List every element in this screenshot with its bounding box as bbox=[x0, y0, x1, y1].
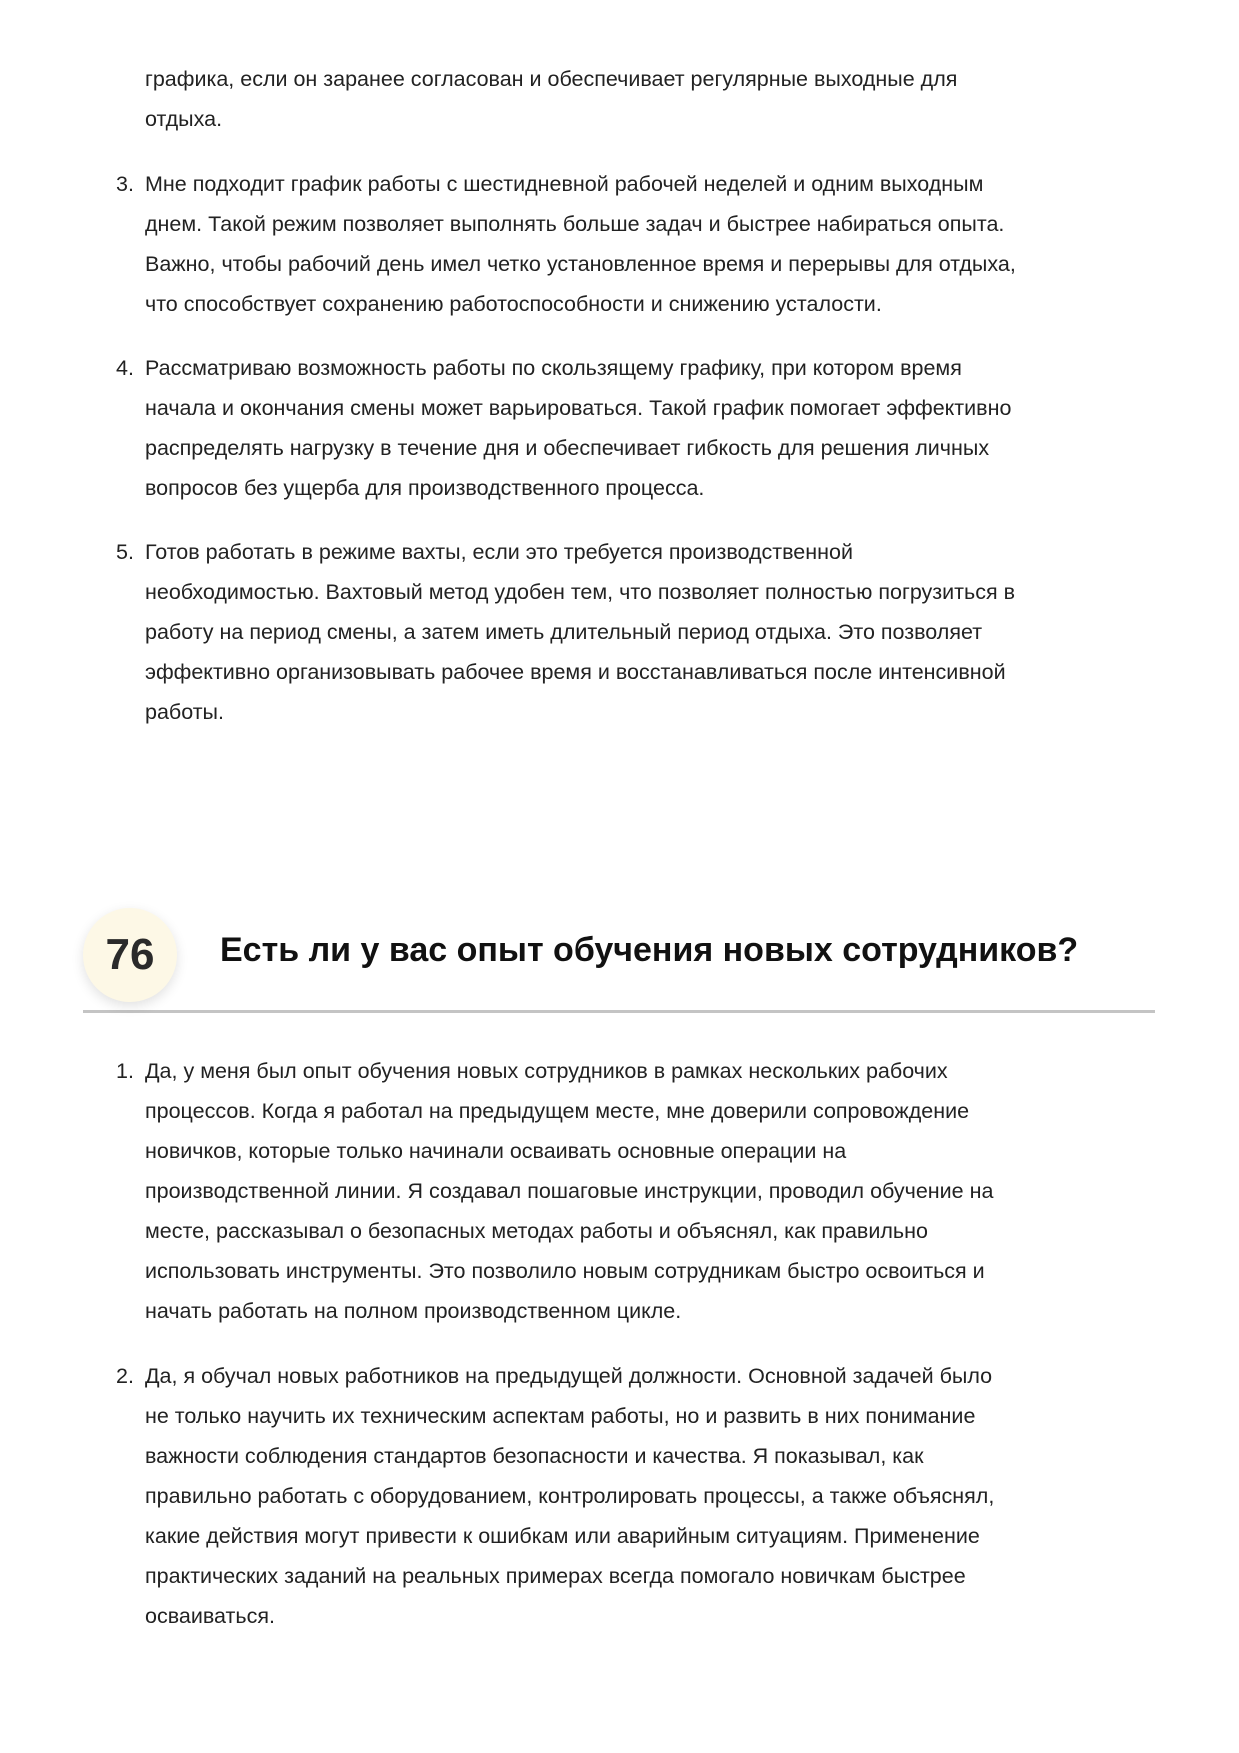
text-line: эффективно организовывать рабочее время и восстанавливаться после интенсивной bbox=[145, 660, 1006, 684]
text-line: вопросов без ущерба для производственного процесса. bbox=[145, 476, 705, 500]
list-item bbox=[116, 1051, 1185, 1331]
question-title: Есть ли у вас опыт обучения новых сотрудников? bbox=[220, 931, 1079, 969]
text-line: Важно, чтобы рабочий день имел четко установленное время и перерывы для отдыха, bbox=[145, 252, 1016, 276]
text-line: осваиваться. bbox=[145, 1604, 275, 1628]
list-number: 4. bbox=[116, 356, 134, 380]
text-line: Да, у меня был опыт обучения новых сотрудников в рамках нескольких рабочих bbox=[145, 1059, 948, 1083]
text-line: месте, рассказывал о безопасных методах работы и объяснял, как правильно bbox=[145, 1219, 928, 1243]
text-line: Готов работать в режиме вахты, если это требуется производственной bbox=[145, 540, 853, 564]
text-line: новичков, которые только начинали осваивать основные операции на bbox=[145, 1139, 847, 1163]
text-line: не только научить их техническим аспектам работы, но и развить в них понимание bbox=[145, 1404, 976, 1428]
text-line: правильно работать с оборудованием, контролировать процессы, а также объяснял, bbox=[145, 1484, 995, 1508]
text-line: днем. Такой режим позволяет выполнять больше задач и быстрее набираться опыта. bbox=[145, 212, 1005, 236]
question-header bbox=[83, 905, 1155, 1013]
list-number: 2. bbox=[116, 1364, 134, 1388]
text-line: Да, я обучал новых работников на предыдущей должности. Основной задачей было bbox=[145, 1364, 993, 1388]
text-line: распределять нагрузку в течение дня и обеспечивает гибкость для решения личных bbox=[145, 436, 990, 460]
text-line: графика, если он заранее согласован и обеспечивает регулярные выходные для bbox=[145, 67, 958, 91]
question-number-badge: 76 bbox=[83, 908, 177, 1002]
text-line: Рассматриваю возможность работы по скользящему графику, при котором время bbox=[145, 356, 962, 380]
text-line: использовать инструменты. Это позволило новым сотрудникам быстро освоиться и bbox=[145, 1259, 985, 1283]
text-line: какие действия могут привести к ошибкам или аварийным ситуациям. Применение bbox=[145, 1524, 980, 1548]
text-line: работы. bbox=[145, 700, 224, 724]
text-line: практических заданий на реальных примерах всегда помогало новичкам быстрее bbox=[145, 1564, 966, 1588]
list-item bbox=[116, 348, 1185, 508]
text-line: важности соблюдения стандартов безопасности и качества. Я показывал, как bbox=[145, 1444, 924, 1468]
list-item bbox=[116, 1356, 1185, 1636]
list-item bbox=[116, 532, 1185, 732]
text-line: что способствует сохранению работоспособности и снижению усталости. bbox=[145, 292, 882, 316]
text-line: работу на период смены, а затем иметь длительный период отдыха. Это позволяет bbox=[145, 620, 983, 644]
text-line: производственной линии. Я создавал пошаговые инструкции, проводил обучение на bbox=[145, 1179, 994, 1203]
text-line: начала и окончания смены может варьироваться. Такой график помогает эффективно bbox=[145, 396, 1012, 420]
continuation-paragraph bbox=[145, 59, 1185, 139]
list-number: 1. bbox=[116, 1059, 134, 1083]
list-item bbox=[116, 164, 1185, 324]
list-number: 3. bbox=[116, 172, 134, 196]
list-number: 5. bbox=[116, 540, 134, 564]
text-line: необходимостью. Вахтовый метод удобен тем, что позволяет полностью погрузиться в bbox=[145, 580, 1015, 604]
text-line: отдыха. bbox=[145, 107, 223, 131]
text-line: процессов. Когда я работал на предыдущем месте, мне доверили сопровождение bbox=[145, 1099, 970, 1123]
text-line: Мне подходит график работы с шестидневной рабочей неделей и одним выходным bbox=[145, 172, 984, 196]
text-line: начать работать на полном производственном цикле. bbox=[145, 1299, 682, 1323]
